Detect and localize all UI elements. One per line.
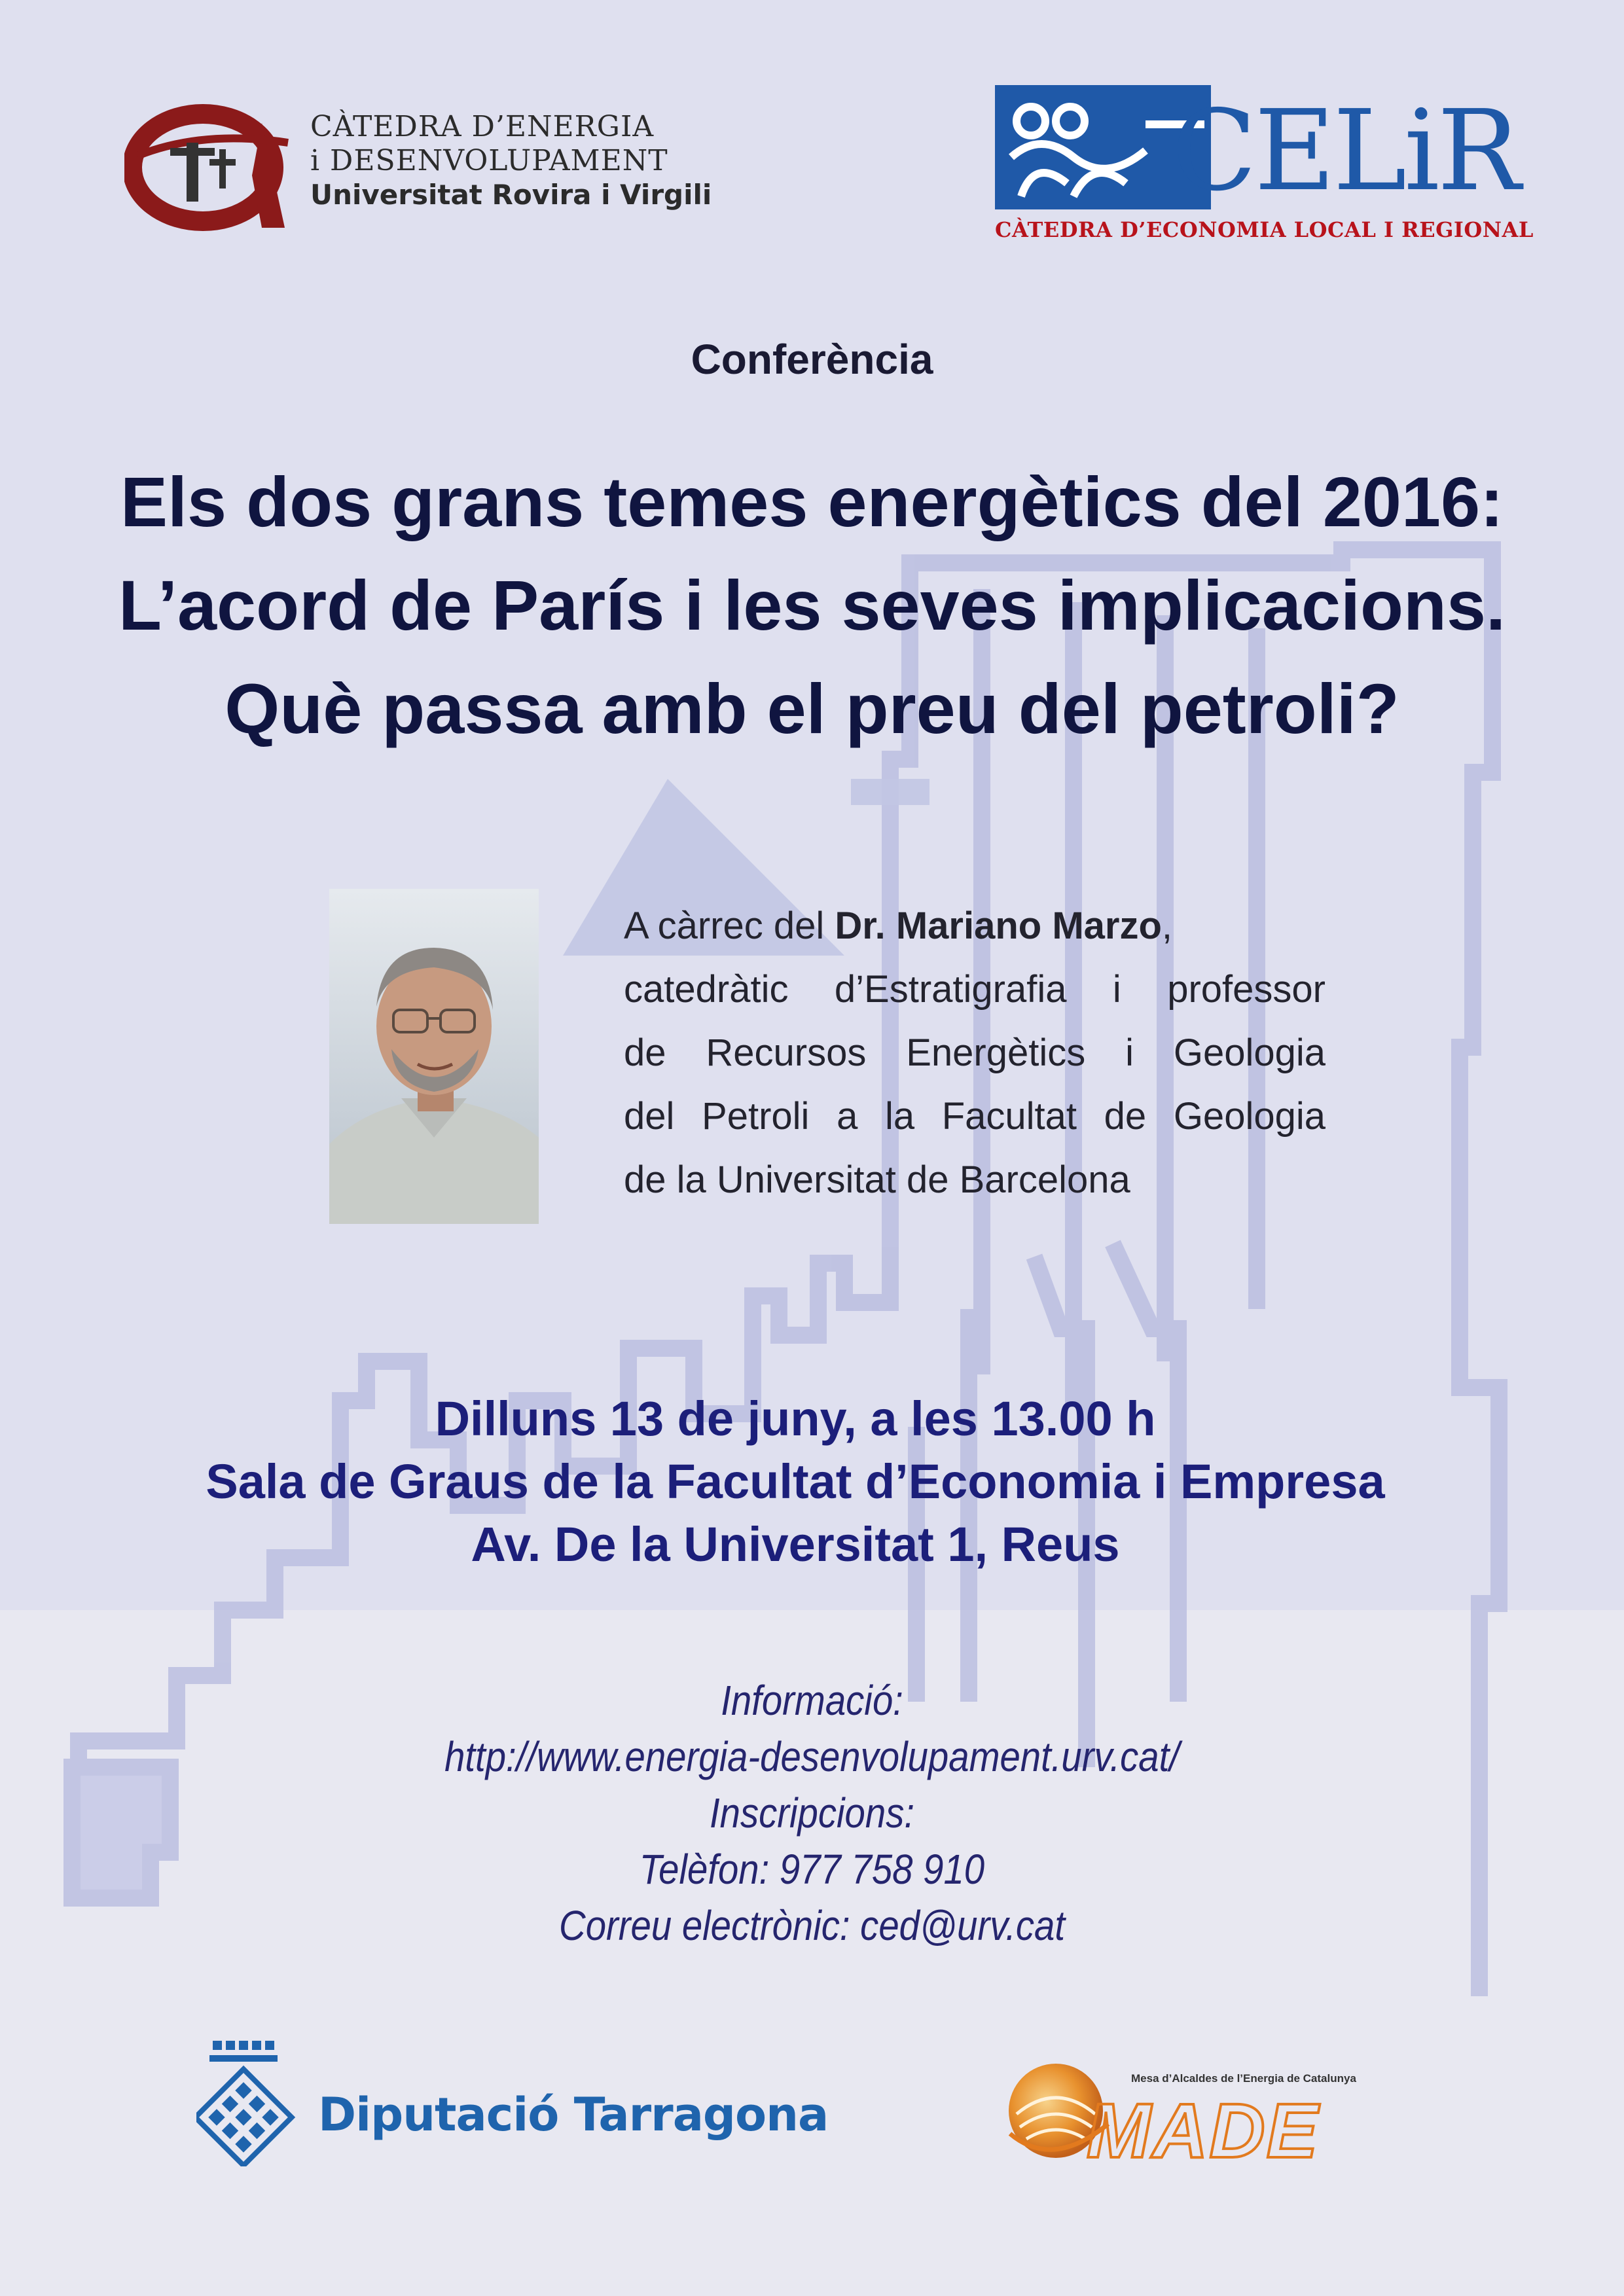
urv-line-3: Universitat Rovira i Virgili xyxy=(310,179,712,211)
signup-phone: Telèfon: 977 758 910 xyxy=(639,1846,985,1893)
speaker-portrait-icon xyxy=(329,889,539,1224)
title-line-2: L’acord de París i les seves implicacions. xyxy=(118,565,1506,645)
speaker-prefix: A càrrec del xyxy=(624,905,835,947)
title-line-3: Què passa amb el preu del petroli? xyxy=(225,669,1399,748)
urv-line-2: i DESENVOLUPAMENT xyxy=(310,144,668,177)
info-url[interactable]: http://www.energia-desenvolupament.urv.cat/ xyxy=(444,1733,1180,1780)
urv-line-1: CÀTEDRA D’ENERGIA xyxy=(310,110,655,143)
celir-wordmark: CELiR xyxy=(1172,86,1519,216)
diputacio-emblem-icon xyxy=(196,2036,301,2166)
speaker-suffix: , xyxy=(1161,905,1173,947)
celir-logo xyxy=(995,85,1519,216)
signup-email[interactable]: Correu electrònic: ced@urv.cat xyxy=(559,1902,1065,1949)
diputacio-name: Diputació Tarragona xyxy=(318,2088,829,2142)
speaker-line-2: catedràtic d’Estratigrafia i professor xyxy=(624,968,1326,1011)
urv-emblem-icon xyxy=(124,97,301,234)
speaker-description xyxy=(624,894,1326,1211)
event-place: Sala de Graus de la Facultat d’Economia i Empresa xyxy=(206,1454,1385,1509)
title-line-1: Els dos grans temes energètics del 2016: xyxy=(120,462,1504,541)
made-wordmark: MADE xyxy=(1087,2088,1320,2174)
signup-label: Inscripcions: xyxy=(709,1789,915,1837)
speaker-photo xyxy=(329,889,539,1224)
celir-subtitle: CÀTEDRA D’ECONOMIA LOCAL I REGIONAL xyxy=(995,217,1534,242)
speaker-line-5: de la Universitat de Barcelona xyxy=(624,1158,1130,1201)
urv-name xyxy=(310,110,712,212)
conference-label: Conferència xyxy=(691,336,933,383)
contact-info xyxy=(98,1672,1526,1954)
speaker-line-3: de Recursos Energètics i Geologia xyxy=(624,1031,1326,1074)
info-label: Informació: xyxy=(721,1677,903,1724)
conference-title xyxy=(0,450,1624,761)
urv-logo xyxy=(124,97,301,234)
made-caption: Mesa d’Alcaldes de l’Energia de Catalunya xyxy=(1131,2072,1356,2085)
event-date: Dilluns 13 de juny, a les 13.00 h xyxy=(435,1391,1156,1446)
event-details xyxy=(0,1388,1591,1576)
event-address: Av. De la Universitat 1, Reus xyxy=(471,1517,1120,1571)
speaker-line-4: del Petroli a la Facultat de Geologia xyxy=(624,1095,1326,1138)
speaker-line-1 xyxy=(624,894,1326,958)
speaker-name: Dr. Mariano Marzo xyxy=(835,905,1162,947)
